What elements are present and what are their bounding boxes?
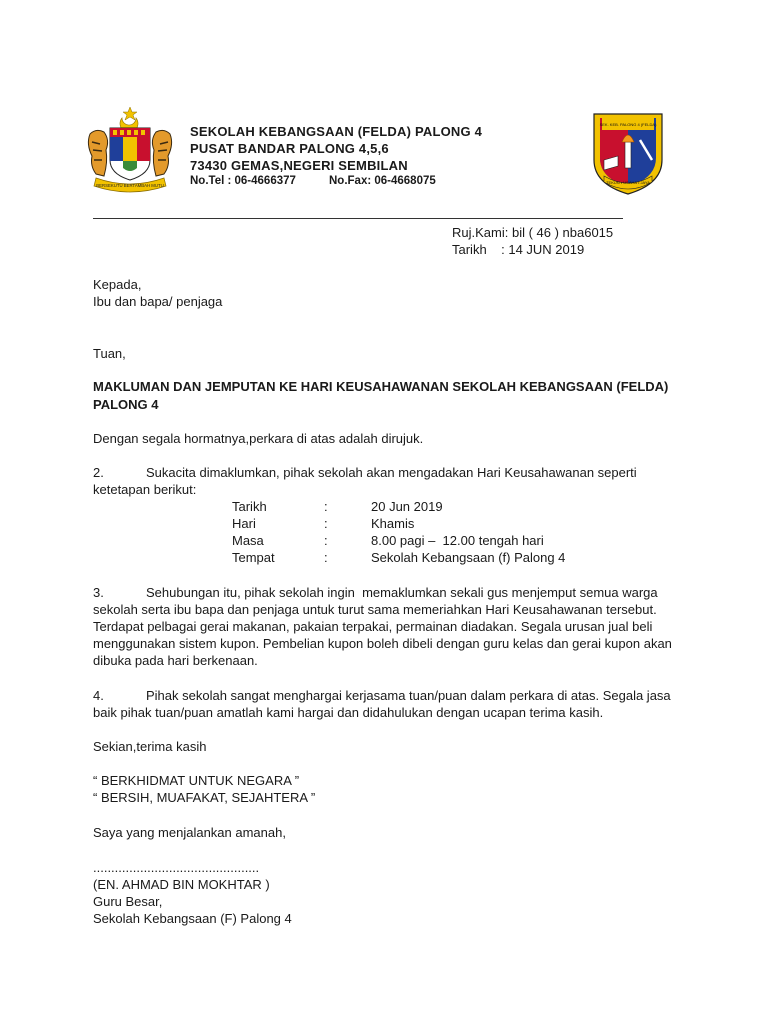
coat-of-arms-motto: BERSEKUTU BERTAMBAH MUTU — [96, 183, 164, 188]
detail-value: 8.00 pagi – 12.00 tengah hari — [371, 533, 544, 548]
motto-line-2: “ BERSIH, MUAFAKAT, SEJAHTERA ” — [93, 790, 316, 805]
detail-separator: : — [324, 499, 328, 514]
para3-line3: Terdapat pelbagai gerai makanan, pakaian terpakai, permainan diadakan. Segala urusan jual beli — [93, 619, 653, 634]
school-tel: No.Tel : 06-4666377 — [190, 175, 296, 187]
header-divider — [93, 218, 623, 219]
para4-line1: Pihak sekolah sangat menghargai kerjasama tuan/puan dalam perkara di atas. Segala jasa — [146, 688, 671, 703]
school-name: SEKOLAH KEBANGSAAN (FELDA) PALONG 4 — [190, 124, 483, 139]
para4-number: 4. — [93, 688, 104, 703]
detail-label: Masa — [232, 533, 264, 548]
signer-title: Guru Besar, — [93, 894, 163, 909]
para3-line4: menggunakan sistem kupon. Pembelian kupon boleh dibeli dengan guru kelas dan gerai kupon akan — [93, 636, 672, 651]
signer-name: (EN. AHMAD BIN MOKHTAR ) — [93, 877, 270, 892]
letter-date: Tarikh : 14 JUN 2019 — [452, 242, 585, 257]
detail-value: 20 Jun 2019 — [371, 499, 443, 514]
subject-line-2: PALONG 4 — [93, 397, 159, 412]
closing-text: Sekian,terima kasih — [93, 739, 207, 754]
detail-separator: : — [324, 516, 328, 531]
school-address-line1: PUSAT BANDAR PALONG 4,5,6 — [190, 141, 389, 156]
reference-number: Ruj.Kami: bil ( 46 ) nba6015 — [452, 225, 614, 240]
subject-line-1: MAKLUMAN DAN JEMPUTAN KE HARI KEUSAHAWANAN SEKOLAH KEBANGSAAN (FELDA) — [93, 379, 669, 394]
para4-line2: baik pihak tuan/puan amatlah kami hargai dan didahulukan dengan ucapan terima kasih. — [93, 705, 604, 720]
recipient-to: Kepada, — [93, 277, 142, 292]
para3-number: 3. — [93, 585, 104, 600]
school-address-line2: 73430 GEMAS,NEGERI SEMBILAN — [190, 158, 408, 173]
para3-line1: Sehubungan itu, pihak sekolah ingin memaklumkan sekali gus menjemput semua warga — [146, 585, 658, 600]
detail-label: Tempat — [232, 550, 275, 565]
school-badge-top-text: SEK. KEB. PALONG 4 (FELDA) — [599, 122, 657, 127]
detail-label: Tarikh — [232, 499, 267, 514]
signer-school: Sekolah Kebangsaan (F) Palong 4 — [93, 911, 292, 926]
para3-line2: sekolah serta ibu bapa dan penjaga untuk turut sama memeriahkan Hari Keusahawanan tersebut. — [93, 602, 657, 617]
detail-separator: : — [324, 550, 328, 565]
school-badge-bottom-text: TEKUN • USAHA • JAYA — [606, 180, 650, 185]
para2-number: 2. — [93, 465, 104, 480]
motto-line-1: “ BERKHIDMAT UNTUK NEGARA ” — [93, 773, 300, 788]
signoff-text: Saya yang menjalankan amanah, — [93, 825, 286, 840]
coat-of-arms-logo — [82, 104, 178, 194]
detail-label: Hari — [232, 516, 256, 531]
para2-line1: Sukacita dimaklumkan, pihak sekolah akan mengadakan Hari Keusahawanan seperti — [146, 465, 637, 480]
para2-line2: ketetapan berikut: — [93, 482, 197, 497]
para3-line5: dibuka pada hari berkenaan. — [93, 653, 258, 668]
school-fax: No.Fax: 06-4668075 — [329, 175, 436, 187]
detail-value: Sekolah Kebangsaan (f) Palong 4 — [371, 550, 566, 565]
recipient-name: Ibu dan bapa/ penjaga — [93, 294, 223, 309]
intro-paragraph: Dengan segala hormatnya,perkara di atas adalah dirujuk. — [93, 431, 424, 446]
signature-line: .............................................. — [93, 860, 260, 875]
detail-value: Khamis — [371, 516, 415, 531]
school-badge-logo — [590, 110, 666, 196]
salutation: Tuan, — [93, 346, 126, 361]
detail-separator: : — [324, 533, 328, 548]
